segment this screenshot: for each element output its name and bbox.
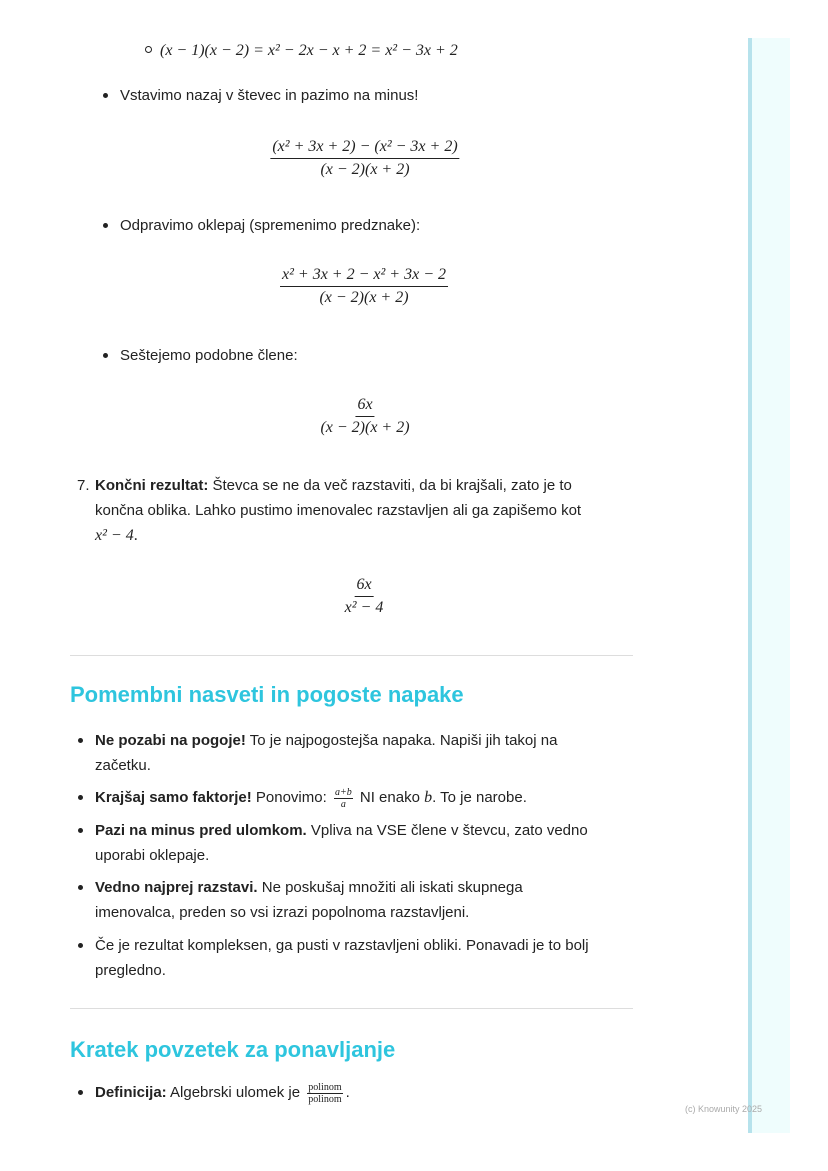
- denominator: (x − 2)(x + 2): [320, 161, 410, 178]
- final-result-line3: [95, 523, 138, 548]
- final-result-line2: končna oblika. Lahko pustimo imenovalec razstavljen ali ga zapišemo kot: [95, 502, 582, 519]
- denominator: a: [340, 798, 346, 810]
- side-panel: [748, 38, 790, 1133]
- numerator: x² + 3x + 2 − x² + 3x − 2: [280, 265, 448, 287]
- tip-line: uporabi oklepaje.: [95, 847, 210, 864]
- tip-line: [95, 875, 523, 900]
- final-result-line1: [95, 473, 572, 498]
- denominator: x² − 4: [344, 599, 384, 616]
- step-text: Seštejemo podobne člene:: [120, 347, 298, 364]
- text: Ponovimo:: [251, 789, 331, 806]
- copyright-footer: (c) Knowunity 2025: [685, 1104, 763, 1114]
- expansion-equation: (x − 1)(x − 2) = x² − 2x − x + 2 = x² − 3x + 2: [160, 42, 458, 59]
- tip-line: Če je rezultat kompleksen, ga pusti v razstavljeni obliki. Ponavadi je to bolj: [95, 937, 589, 954]
- numerator: a+b: [334, 786, 352, 798]
- bold-label: Krajšaj samo faktorje!: [95, 789, 252, 806]
- bold-label: Ne pozabi na pogoje!: [95, 732, 246, 749]
- tips-heading: Pomembni nasveti in pogoste napake: [70, 682, 464, 707]
- inline-math: x² − 4: [95, 527, 134, 544]
- numerator: polinom: [308, 1081, 342, 1093]
- summary-heading: Kratek povzetek za ponavljanje: [70, 1037, 396, 1062]
- numerator: 6x: [354, 575, 373, 597]
- text: Algebrski ulomek je: [166, 1084, 305, 1101]
- bullet-icon: [78, 828, 83, 833]
- tip-line: začetku.: [95, 757, 151, 774]
- numerator: 6x: [355, 395, 374, 417]
- inline-math: b: [424, 789, 433, 806]
- inline-fraction: [307, 1082, 342, 1105]
- divider: [70, 1008, 633, 1009]
- fraction-4: [343, 575, 386, 618]
- bullet-icon: [103, 93, 108, 98]
- tip-line: pregledno.: [95, 962, 166, 979]
- fraction-1: [270, 137, 459, 180]
- inline-fraction: [334, 787, 353, 810]
- text: . To je narobe.: [432, 789, 527, 806]
- bullet-icon: [78, 1090, 83, 1095]
- sub-bullet-icon: [145, 46, 152, 53]
- summary-line: [95, 1080, 350, 1105]
- bold-label: Pazi na minus pred ulomkom.: [95, 822, 307, 839]
- numerator: (x² + 3x + 2) − (x² − 3x + 2): [270, 137, 459, 159]
- bullet-icon: [103, 353, 108, 358]
- step-text: Odpravimo oklepaj (spremenimo predznake):: [120, 217, 421, 234]
- bold-label: Definicija:: [95, 1084, 167, 1101]
- text: Števca se ne da več razstaviti, da bi krajšali, zato je to: [208, 477, 572, 494]
- bullet-icon: [78, 943, 83, 948]
- bullet-icon: [78, 885, 83, 890]
- tip-line: [95, 728, 557, 753]
- step-text: Vstavimo nazaj v števec in pazimo na minus!: [120, 87, 419, 104]
- fraction-2: [280, 265, 448, 308]
- text: .: [133, 527, 138, 544]
- text: Ne poskušaj množiti ali iskati skupnega: [257, 879, 523, 896]
- text: .: [345, 1084, 350, 1101]
- text: To je najpogostejša napaka. Napiši jih takoj na: [245, 732, 558, 749]
- denominator: polinom: [308, 1093, 342, 1105]
- tip-line: [95, 785, 527, 810]
- denominator: (x − 2)(x + 2): [320, 419, 410, 436]
- divider: [70, 655, 633, 656]
- bold-label: Vedno najprej razstavi.: [95, 879, 258, 896]
- list-number: 7.: [77, 477, 90, 494]
- tip-line: [95, 818, 588, 843]
- bullet-icon: [103, 223, 108, 228]
- bullet-icon: [78, 738, 83, 743]
- denominator: (x − 2)(x + 2): [319, 289, 409, 306]
- text: NI enako: [355, 789, 425, 806]
- bullet-icon: [78, 795, 83, 800]
- tip-line: imenovalca, preden so vsi izrazi popolnoma razstavljeni.: [95, 904, 470, 921]
- text: Vpliva na VSE člene v števcu, zato vedno: [306, 822, 588, 839]
- fraction-3: [318, 395, 411, 438]
- bold-label: Končni rezultat:: [95, 477, 209, 494]
